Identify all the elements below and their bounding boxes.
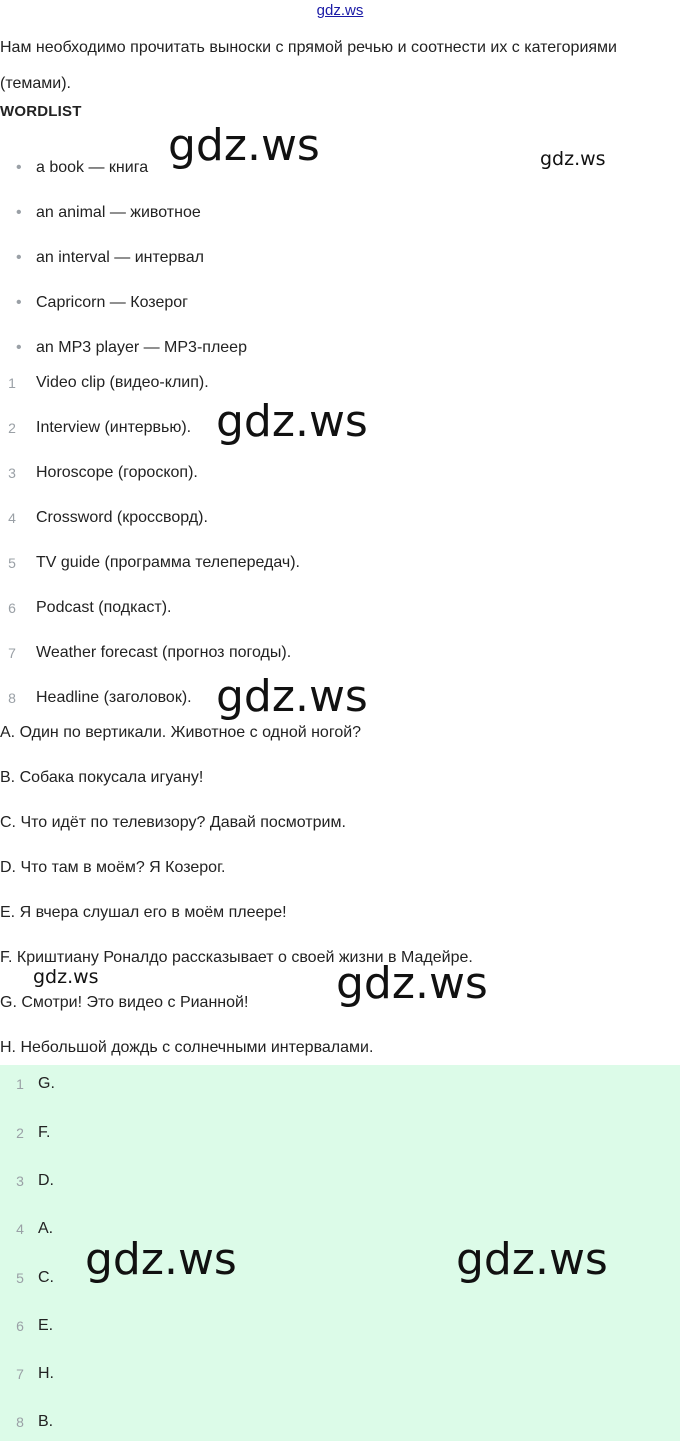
bullet-icon: •	[16, 159, 22, 176]
watermark: gdz.ws	[336, 958, 488, 1009]
bullet-icon: •	[16, 294, 22, 311]
watermark: gdz.ws	[540, 148, 606, 170]
bullet-icon: •	[16, 249, 22, 266]
site-link[interactable]: gdz.ws	[316, 2, 364, 19]
watermark: gdz.ws	[85, 1234, 237, 1285]
watermark: gdz.ws	[216, 396, 368, 447]
watermark: gdz.ws	[456, 1234, 608, 1285]
watermark: gdz.ws	[168, 120, 320, 171]
bullet-icon: •	[16, 204, 22, 221]
watermark: gdz.ws	[33, 966, 99, 988]
task-description: Нам необходимо прочитать выноски с прямой речью и соотнести их с категориями (темами).	[0, 39, 617, 92]
bullet-icon: •	[16, 339, 22, 356]
wordlist-title: WORDLIST	[0, 103, 82, 120]
watermark: gdz.ws	[216, 671, 368, 722]
